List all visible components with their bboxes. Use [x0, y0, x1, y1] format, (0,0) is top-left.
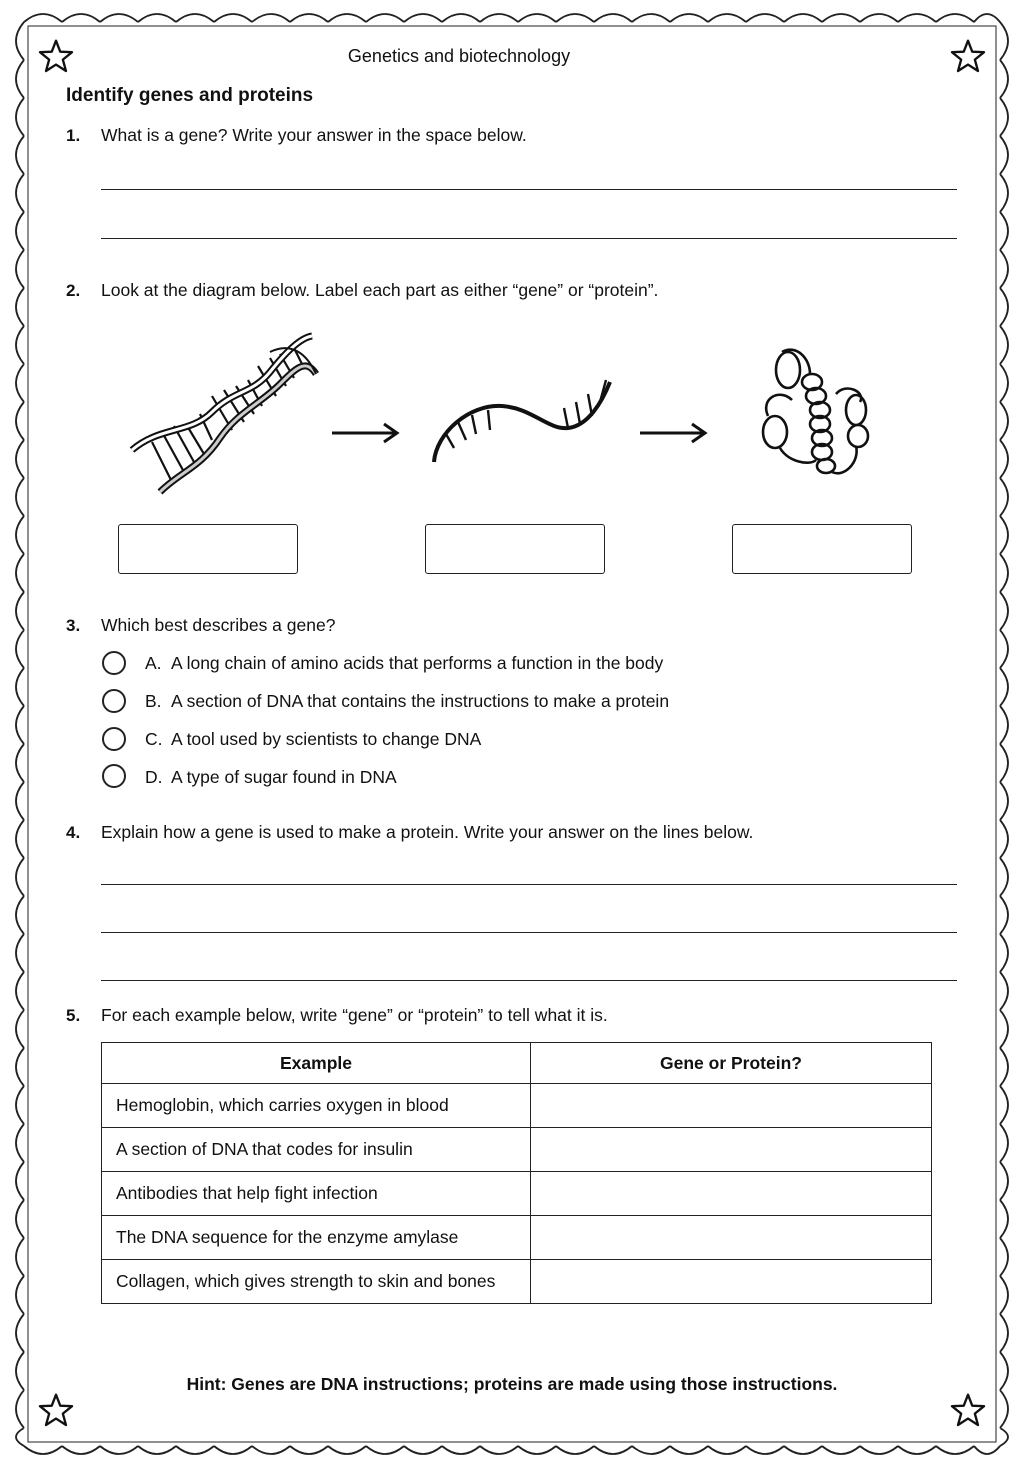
example-cell: Hemoglobin, which carries oxygen in blood [102, 1084, 531, 1128]
question-2-number: 2. [66, 281, 81, 300]
option-c-text: A tool used by scientists to change DNA [171, 729, 482, 749]
example-cell: Collagen, which gives strength to skin and bones [102, 1260, 531, 1304]
table-row [102, 1216, 932, 1260]
table-row [102, 1260, 932, 1304]
option-a-text: A long chain of amino acids that performs a function in the body [171, 653, 664, 673]
answer-cell[interactable] [531, 1260, 932, 1304]
star-outline-icon [950, 38, 986, 74]
option-b-text: A section of DNA that contains the instructions to make a protein [171, 691, 670, 711]
example-cell: A section of DNA that codes for insulin [102, 1128, 531, 1172]
question-3-number: 3. [66, 616, 81, 635]
table-header-gene-or-protein: Gene or Protein? [531, 1043, 932, 1084]
option-a-letter: A. [145, 653, 162, 673]
star-outline-icon [950, 1392, 986, 1428]
question-4-number: 4. [66, 823, 81, 842]
question-5-text: For each example below, write “gene” or “protein” to tell what it is. [101, 1005, 608, 1025]
option-d-letter: D. [145, 767, 163, 787]
answer-cell[interactable] [531, 1216, 932, 1260]
table-row [102, 1172, 932, 1216]
gene-or-protein-table [101, 1042, 932, 1304]
example-cell: Antibodies that help fight infection [102, 1172, 531, 1216]
q1-answer-line-1[interactable] [101, 189, 957, 190]
dna-double-helix-icon [132, 336, 316, 492]
example-cell: The DNA sequence for the enzyme amylase [102, 1216, 531, 1260]
option-d-text: A type of sugar found in DNA [171, 767, 397, 787]
table-row [102, 1084, 932, 1128]
answer-cell[interactable] [531, 1172, 932, 1216]
section-heading: Identify genes and proteins [66, 85, 314, 106]
question-1-text: What is a gene? Write your answer in the space below. [101, 125, 527, 145]
arrow-right-icon [332, 424, 397, 442]
arrow-right-icon [640, 424, 705, 442]
option-c-radio[interactable] [102, 727, 126, 751]
question-2-text: Look at the diagram below. Label each part as either “gene” or “protein”. [101, 280, 659, 300]
table-row [102, 1128, 932, 1172]
question-3-text: Which best describes a gene? [101, 615, 336, 635]
star-outline-icon [38, 1392, 74, 1428]
mrna-strand-icon [434, 380, 610, 462]
document-title: Genetics and biotechnology [347, 46, 571, 66]
folded-protein-icon [763, 350, 868, 474]
diagram-label-box-3[interactable] [732, 524, 912, 574]
q1-answer-line-2[interactable] [101, 238, 957, 239]
gene-to-protein-diagram [120, 322, 900, 502]
hint-text: Hint: Genes are DNA instructions; proteins are made using those instructions. [186, 1374, 838, 1394]
option-a-radio[interactable] [102, 651, 126, 675]
answer-cell[interactable] [531, 1084, 932, 1128]
table-header-row [102, 1043, 932, 1084]
q4-answer-line-3[interactable] [101, 980, 957, 981]
diagram-label-box-2[interactable] [425, 524, 605, 574]
table-header-example: Example [102, 1043, 531, 1084]
option-b-letter: B. [145, 691, 162, 711]
answer-cell[interactable] [531, 1128, 932, 1172]
diagram-label-box-1[interactable] [118, 524, 298, 574]
question-4-text: Explain how a gene is used to make a protein. Write your answer on the lines below. [101, 822, 754, 842]
question-5-number: 5. [66, 1006, 81, 1025]
option-b-radio[interactable] [102, 689, 126, 713]
option-c-letter: C. [145, 729, 163, 749]
q4-answer-line-2[interactable] [101, 932, 957, 933]
question-1-number: 1. [66, 126, 81, 145]
option-d-radio[interactable] [102, 764, 126, 788]
q4-answer-line-1[interactable] [101, 884, 957, 885]
